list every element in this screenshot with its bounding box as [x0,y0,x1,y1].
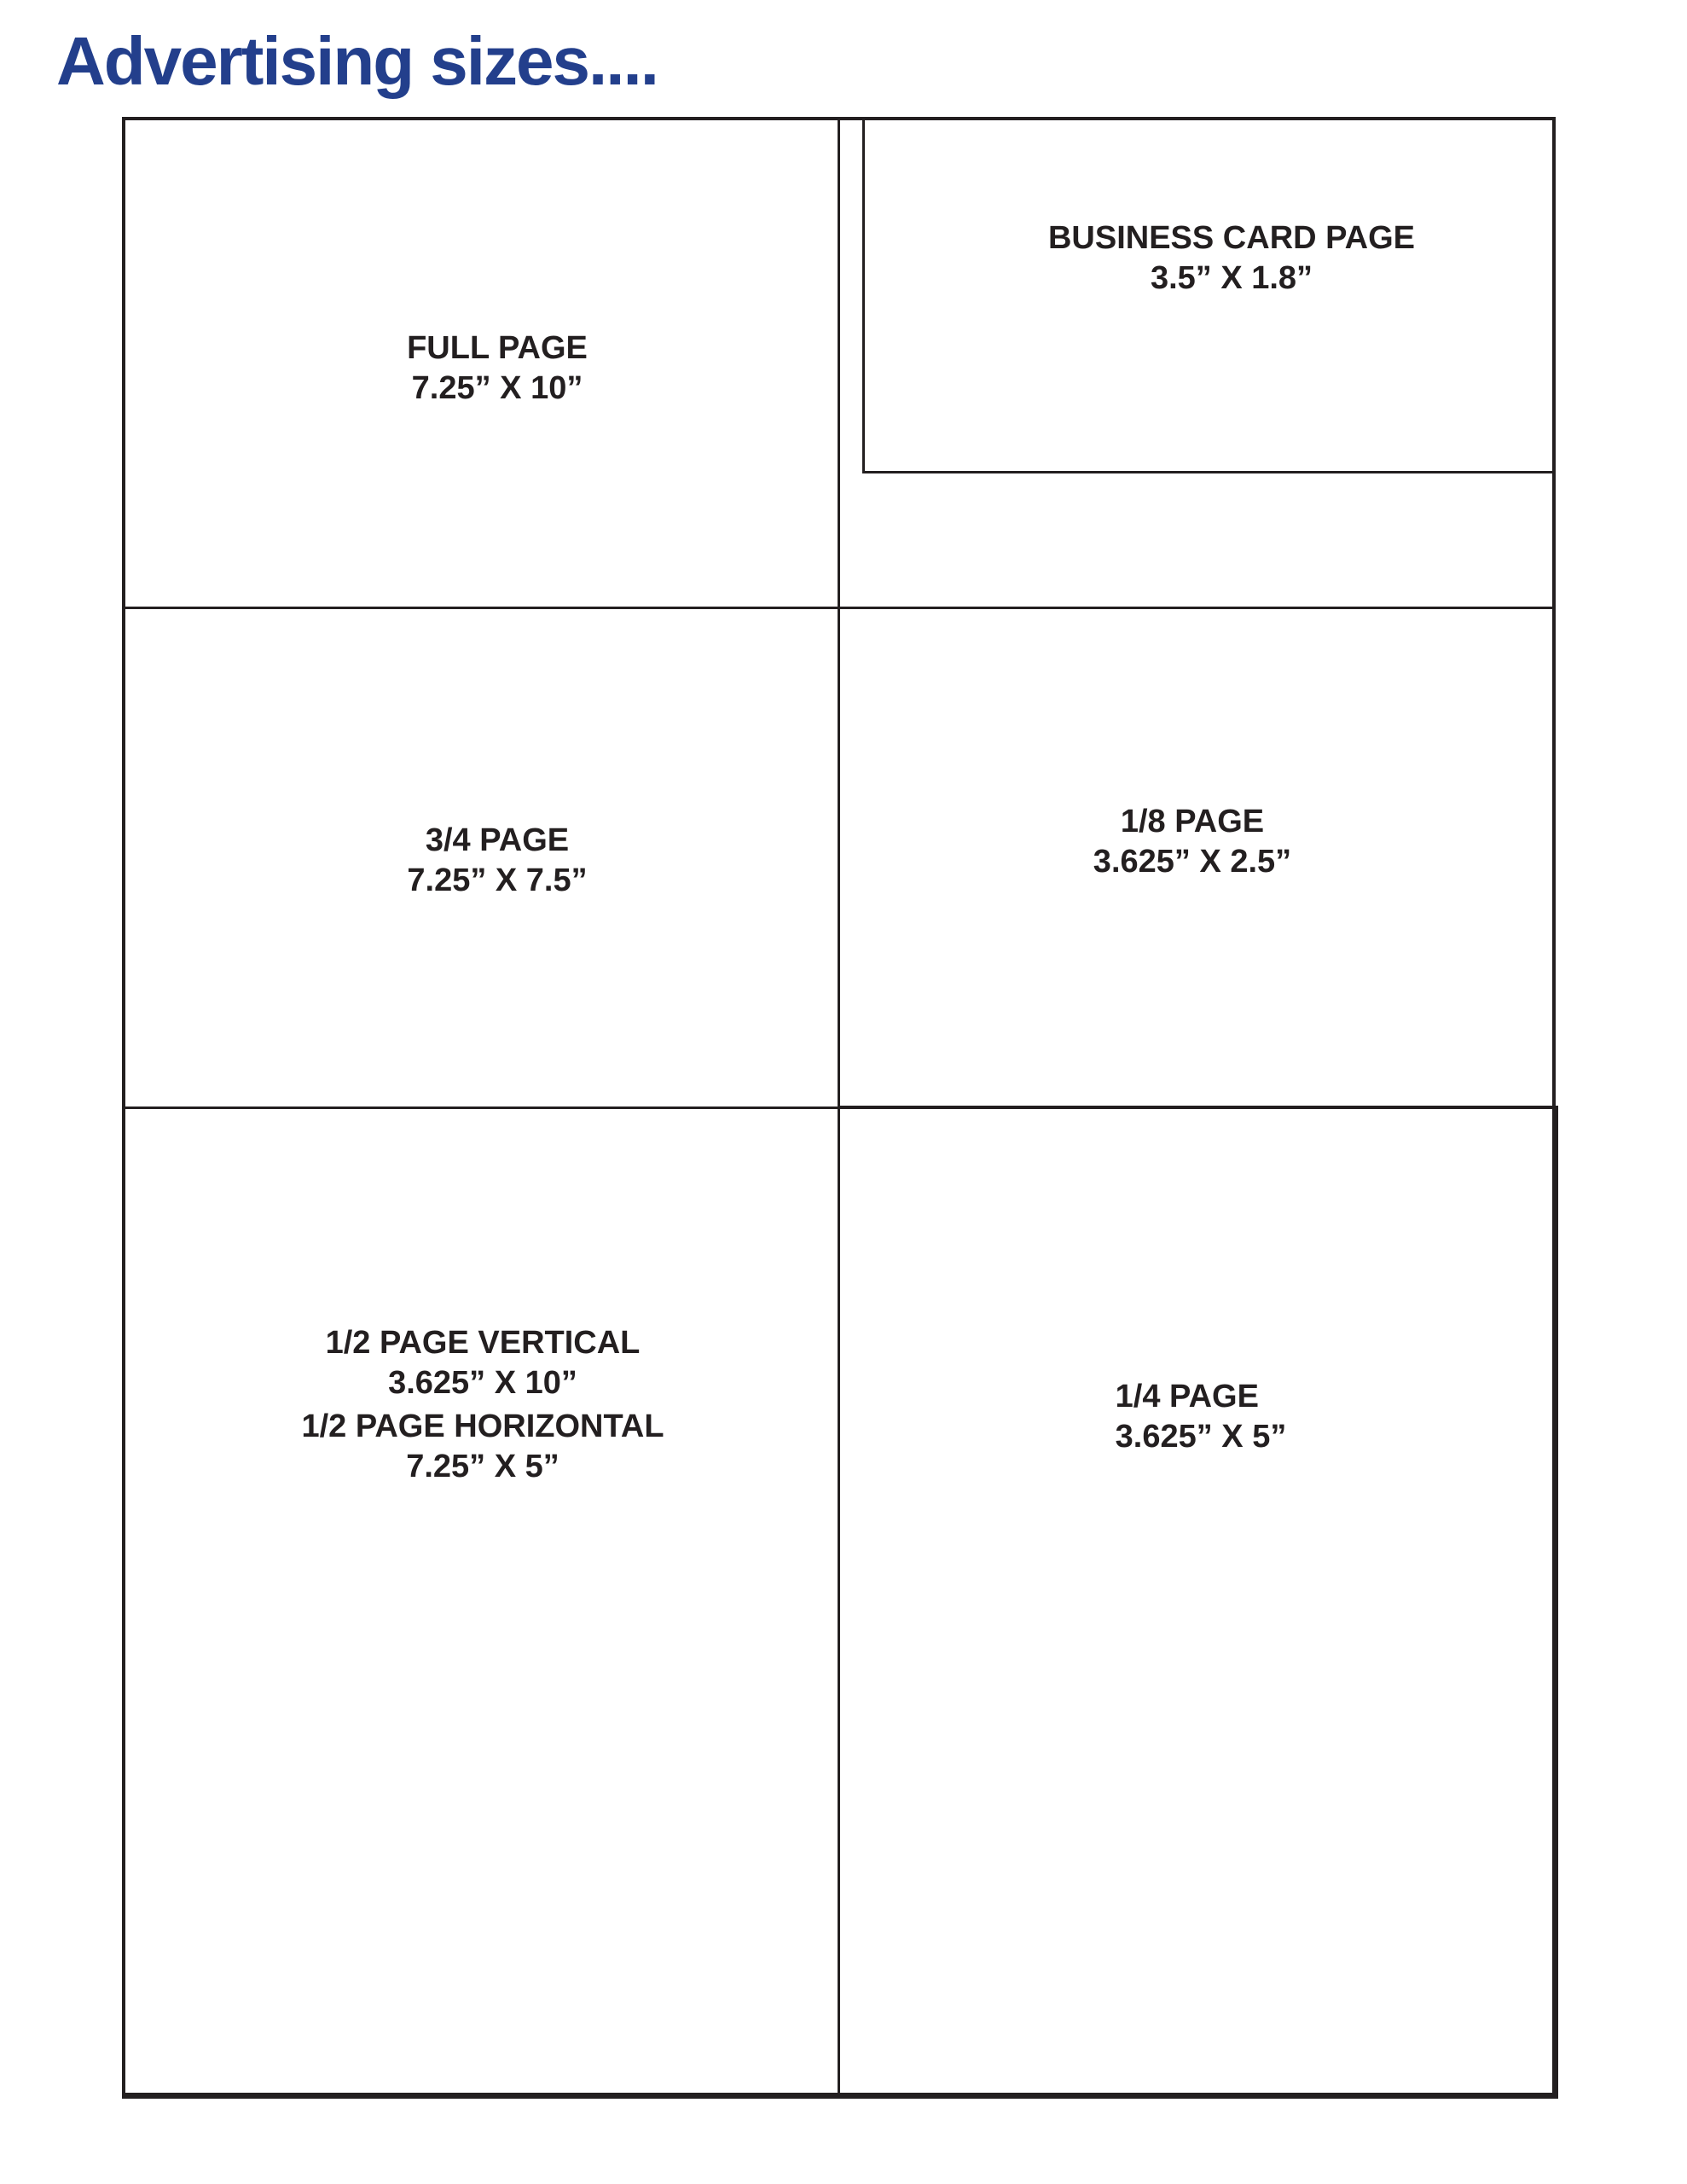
frame-right-border [1552,117,1556,1109]
full-page-label [407,328,588,409]
eighth-page-size: 3.625” X 2.5” [1093,844,1292,880]
row-divider-2-left [122,1107,840,1109]
three-quarter-page-label [407,821,587,901]
frame-bottom-border [122,2093,1558,2099]
half-page-vertical-name: 1/2 PAGE VERTICAL [325,1325,641,1361]
quarter-page-name: 1/4 PAGE [1115,1379,1259,1414]
quarter-page-size: 3.625” X 5” [1115,1419,1287,1455]
frame-right-border-lower [1552,1108,1558,2099]
center-divider [838,117,840,2093]
row-divider-1 [122,607,1556,609]
business-card-label [1048,218,1415,299]
business-card-box-bottom [862,471,1556,473]
three-quarter-page-size: 7.25” X 7.5” [407,863,588,898]
three-quarter-page-name: 3/4 PAGE [425,822,570,858]
business-card-name: BUSINESS CARD PAGE [1047,220,1416,256]
row-divider-2-right [838,1106,1558,1109]
full-page-name: FULL PAGE [407,330,588,366]
business-card-box-left [862,117,865,473]
half-page-vertical-size: 3.625” X 10” [388,1365,577,1401]
eighth-page-label [1093,802,1291,882]
half-page-horizontal-size: 7.25” X 5” [406,1449,559,1484]
half-page-label [301,1323,664,1487]
full-page-size: 7.25” X 10” [411,370,583,406]
quarter-page-label [1116,1377,1287,1457]
page-title: Advertising sizes.... [56,23,658,99]
business-card-size: 3.5” X 1.8” [1150,260,1313,296]
half-page-horizontal-name: 1/2 PAGE HORIZONTAL [301,1409,664,1444]
eighth-page-name: 1/8 PAGE [1120,804,1265,839]
